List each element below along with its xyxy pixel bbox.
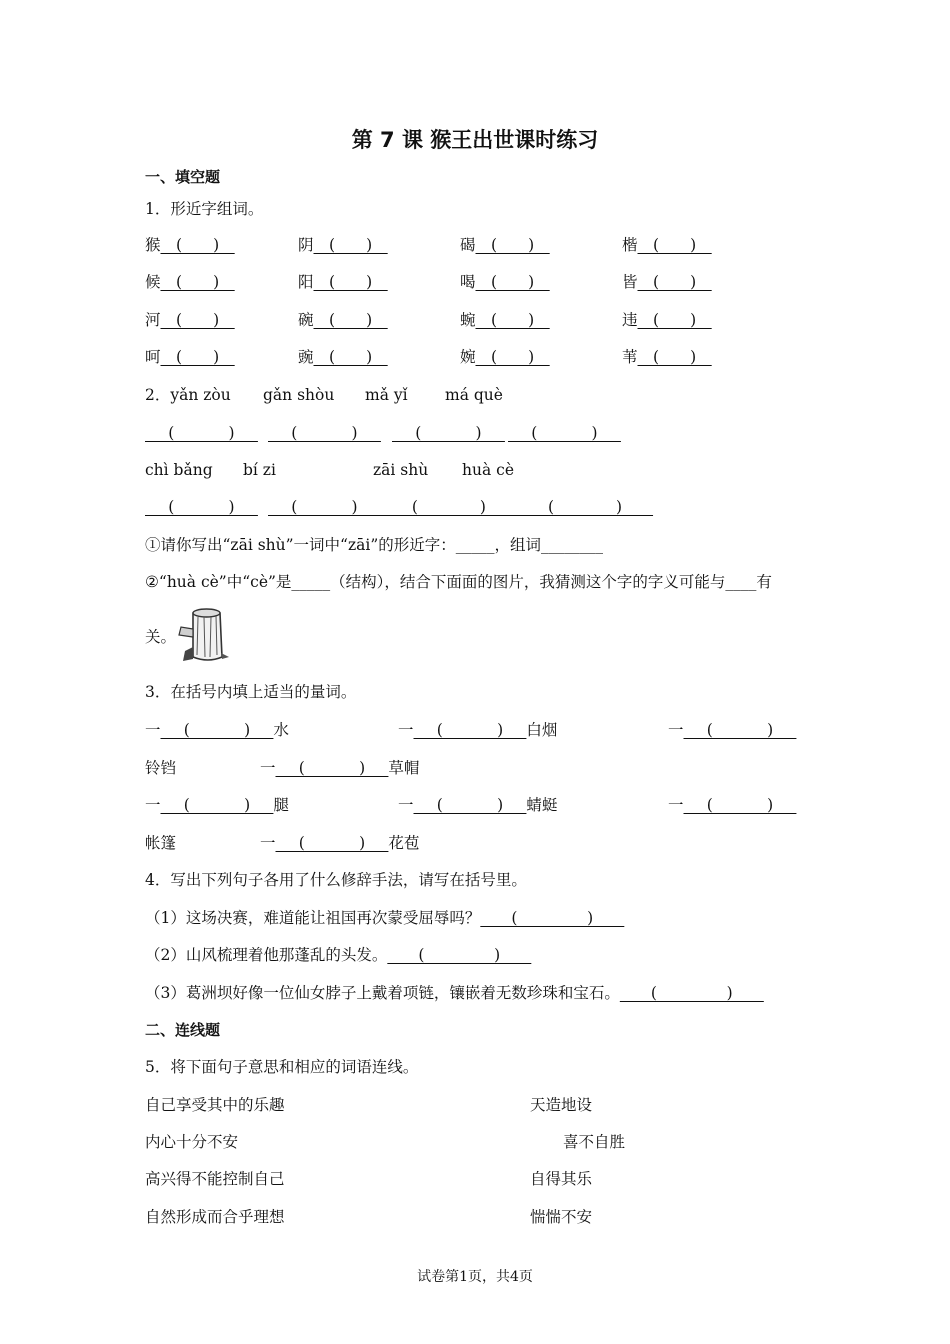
- answer-blank[interactable]: ___(_______)___: [145, 424, 258, 442]
- answer-blank[interactable]: ___(_______)___: [145, 498, 258, 516]
- answer-blank[interactable]: __(____)__: [313, 273, 388, 291]
- page-title: 第 7 课 猴王出世课时练习: [351, 128, 599, 152]
- yi-label: 一: [668, 721, 684, 739]
- answer-blank[interactable]: __(____)__: [637, 311, 712, 329]
- page-footer: 试卷第1页，共4页: [417, 1269, 533, 1285]
- noun-label: 腿: [273, 796, 289, 814]
- answer-blank[interactable]: __(____)__: [160, 311, 235, 329]
- char-cell[interactable]: [460, 238, 550, 254]
- yi-label: 一: [260, 759, 276, 777]
- answer-blank[interactable]: ___(_______)___: [275, 759, 389, 777]
- char-cell[interactable]: [622, 313, 712, 329]
- char-label: 呵: [145, 348, 161, 366]
- pinyin-item: chì bǎng: [145, 461, 213, 479]
- noun-label: 铃铛: [145, 759, 177, 777]
- answer-blank[interactable]: ___(_______)___: [683, 796, 797, 814]
- question-4-stem: 4．写出下列句子各用了什么修辞手法，请写在括号里。: [145, 871, 527, 889]
- char-label: 楷: [622, 236, 638, 254]
- match-right-item[interactable]: 喜不自胜: [563, 1133, 626, 1151]
- char-label: 婉: [460, 348, 476, 366]
- char-label: 苇: [622, 348, 638, 366]
- answer-blank[interactable]: ___(_______)___: [160, 721, 274, 739]
- answer-blank[interactable]: __(____)__: [475, 311, 550, 329]
- answer-blank[interactable]: __(____)__: [160, 348, 235, 366]
- pinyin-item: gǎn shòu: [263, 386, 335, 404]
- measure-word-item[interactable]: [668, 723, 796, 739]
- pinyin-item: huà cè: [462, 461, 514, 479]
- noun-label: 草帽: [388, 759, 420, 777]
- match-right-item[interactable]: 天造地设: [530, 1096, 593, 1114]
- answer-blank[interactable]: ___(_______)___: [683, 721, 797, 739]
- match-left-item[interactable]: 内心十分不安: [145, 1133, 239, 1151]
- pinyin-item: mǎ yǐ: [365, 386, 408, 404]
- char-label: 违: [622, 311, 638, 329]
- char-cell[interactable]: [145, 350, 235, 366]
- match-right-item[interactable]: 自得其乐: [530, 1170, 593, 1188]
- answer-blank[interactable]: ___(_______)___: [413, 721, 527, 739]
- char-label: 阴: [298, 236, 314, 254]
- answer-blank[interactable]: __(____)__: [475, 273, 550, 291]
- match-left-item[interactable]: 自然形成而合乎理想: [145, 1208, 285, 1226]
- measure-word-item[interactable]: [145, 723, 289, 739]
- char-label: 豌: [298, 348, 314, 366]
- question-5-stem: 5．将下面句子意思和相应的词语连线。: [145, 1058, 419, 1076]
- char-label: 蜿: [460, 311, 476, 329]
- answer-blank[interactable]: ____(_________)____: [480, 909, 625, 927]
- pinyin-item: zāi shù: [373, 461, 429, 479]
- rhetoric-item[interactable]: [145, 986, 764, 1002]
- answer-blank[interactable]: __(____)__: [475, 348, 550, 366]
- answer-blank[interactable]: ___(_______)___: [268, 424, 381, 442]
- char-cell[interactable]: [298, 275, 388, 291]
- noun-label: 蜻蜓: [526, 796, 558, 814]
- yi-label: 一: [668, 796, 684, 814]
- char-cell[interactable]: [145, 313, 235, 329]
- char-cell[interactable]: [622, 275, 712, 291]
- question-1-stem: 1．形近字组词。: [145, 200, 264, 218]
- match-right-item[interactable]: 惴惴不安: [530, 1208, 593, 1226]
- yi-label: 一: [398, 796, 414, 814]
- char-cell[interactable]: [622, 350, 712, 366]
- measure-word-item[interactable]: [398, 723, 557, 739]
- char-cell[interactable]: [460, 313, 550, 329]
- answer-blank[interactable]: __(____)__: [160, 236, 235, 254]
- answer-blank[interactable]: __(____)__: [637, 348, 712, 366]
- answer-blank[interactable]: ____(_________)____: [387, 946, 532, 964]
- pinyin-item: bí zi: [243, 461, 276, 479]
- section-heading-matching: 二、连线题: [145, 1021, 221, 1039]
- yi-label: 一: [145, 721, 161, 739]
- answer-blank[interactable]: __(____)__: [313, 311, 388, 329]
- question-2-sub2: ②“huà cè”中“cè”是_____（结构），结合下面面的图片，我猜测这个字的字义可能与____有: [145, 573, 772, 591]
- char-cell[interactable]: [622, 238, 712, 254]
- noun-label: 花苞: [388, 834, 420, 852]
- char-label: 猴: [145, 236, 161, 254]
- char-label: 碣: [460, 236, 476, 254]
- answer-blank[interactable]: ___(_______)_______(________)________(________)____: [268, 498, 654, 516]
- section-heading-fill-blank: 一、填空题: [145, 168, 221, 186]
- answer-blank[interactable]: __(____)__: [637, 273, 712, 291]
- yi-label: 一: [398, 721, 414, 739]
- char-label: 碗: [298, 311, 314, 329]
- noun-label: 白烟: [526, 721, 558, 739]
- measure-word-item[interactable]: [145, 798, 289, 814]
- pinyin-item: 2．yǎn zòu: [145, 386, 231, 404]
- noun-label: 帐篷: [145, 834, 177, 852]
- char-cell[interactable]: [145, 275, 235, 291]
- rhetoric-item[interactable]: [145, 911, 624, 927]
- char-cell[interactable]: [460, 350, 550, 366]
- answer-blank[interactable]: __(____)__: [475, 236, 550, 254]
- sentence-text: （2）山风梳理着他那蓬乱的头发。: [145, 946, 388, 964]
- char-label: 喝: [460, 273, 476, 291]
- sentence-text: （3）葛洲坝好像一位仙女脖子上戴着项链，镶嵌着无数珍珠和宝石。: [145, 984, 620, 1002]
- char-cell[interactable]: [298, 350, 388, 366]
- answer-blank[interactable]: __(____)__: [160, 273, 235, 291]
- answer-blank[interactable]: ___(_______)___: [392, 424, 505, 442]
- noun-label: 水: [273, 721, 289, 739]
- answer-blank[interactable]: ___(_______)___: [160, 796, 274, 814]
- answer-blank[interactable]: __(____)__: [313, 348, 388, 366]
- char-label: 阳: [298, 273, 314, 291]
- pinyin-item: má què: [445, 386, 503, 404]
- measure-word-item[interactable]: [398, 798, 557, 814]
- match-left-item[interactable]: 高兴得不能控制自己: [145, 1170, 285, 1188]
- rhetoric-item[interactable]: [145, 948, 531, 964]
- yi-label: 一: [145, 796, 161, 814]
- question-2-sub2-end: 关。: [145, 628, 177, 646]
- measure-word-item[interactable]: [668, 798, 796, 814]
- measure-word-item[interactable]: [260, 761, 419, 777]
- answer-blank[interactable]: ____(_________)____: [619, 984, 764, 1002]
- char-label: 河: [145, 311, 161, 329]
- question-3-stem: 3．在括号内填上适当的量词。: [145, 683, 357, 701]
- char-cell[interactable]: [298, 238, 388, 254]
- question-2-sub1: ①请你写出“zāi shù”一词中“zāi”的形近字：_____，组词________: [145, 536, 604, 554]
- answer-blank[interactable]: ___(_______)___: [275, 834, 389, 852]
- char-label: 候: [145, 273, 161, 291]
- char-cell[interactable]: [460, 275, 550, 291]
- char-cell[interactable]: [145, 238, 235, 254]
- tree-stump-image: [175, 607, 233, 665]
- match-left-item[interactable]: 自己享受其中的乐趣: [145, 1096, 285, 1114]
- yi-label: 一: [260, 834, 276, 852]
- char-cell[interactable]: [298, 313, 388, 329]
- answer-blank[interactable]: ___(_______)___: [508, 424, 621, 442]
- measure-word-item[interactable]: [260, 836, 419, 852]
- answer-blank[interactable]: ___(_______)___: [413, 796, 527, 814]
- answer-blank[interactable]: __(____)__: [313, 236, 388, 254]
- sentence-text: （1）这场决赛，难道能让祖国再次蒙受屈辱吗？: [145, 909, 481, 927]
- char-label: 皆: [622, 273, 638, 291]
- answer-blank[interactable]: __(____)__: [637, 236, 712, 254]
